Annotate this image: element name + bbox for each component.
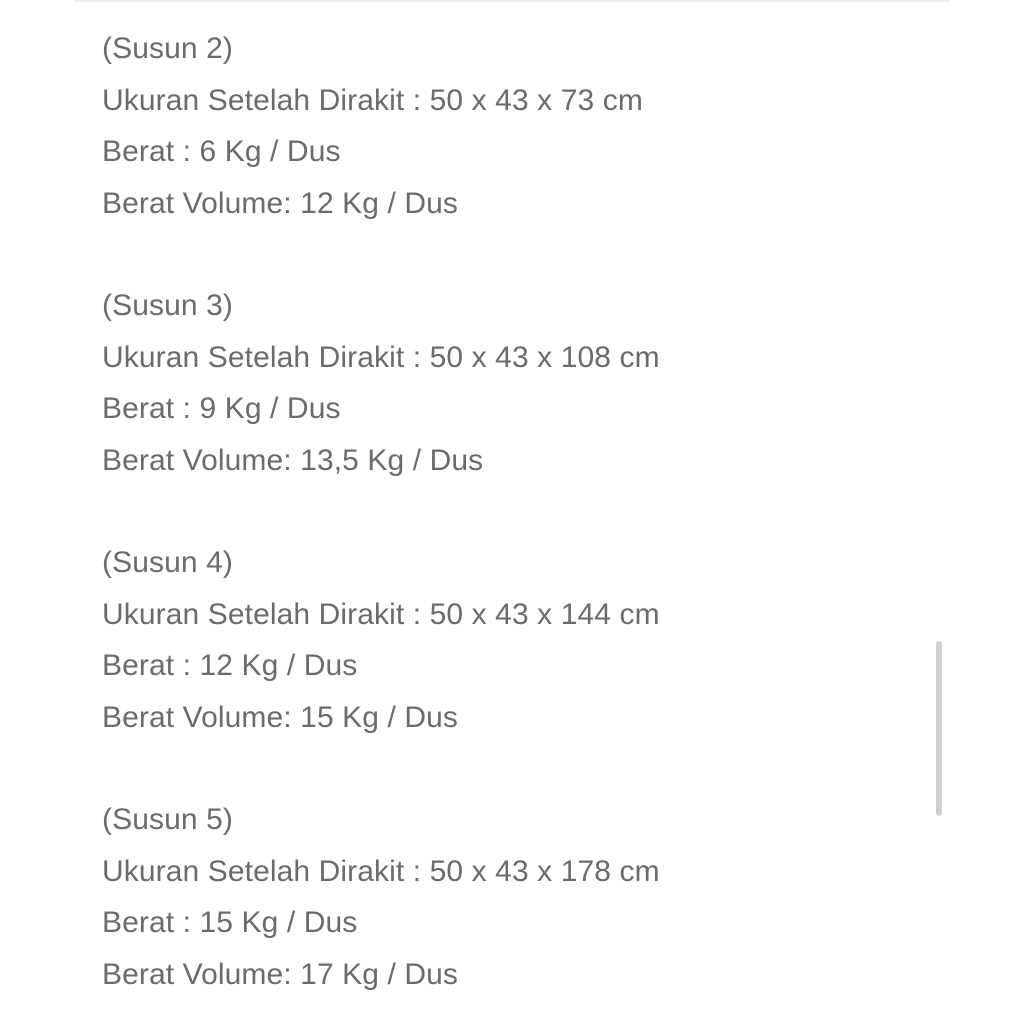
spec-group-susun-4 xyxy=(102,537,660,743)
description-text xyxy=(102,23,660,1000)
spec-weight: Berat : 9 Kg / Dus xyxy=(102,392,341,425)
vertical-scrollbar[interactable] xyxy=(936,641,942,816)
top-divider xyxy=(74,0,950,2)
spec-weight: Berat : 15 Kg / Dus xyxy=(102,906,358,939)
spec-group-susun-5 xyxy=(102,794,660,1000)
spec-size: Ukuran Setelah Dirakit : 50 x 43 x 73 cm xyxy=(102,83,643,117)
spec-size: Ukuran Setelah Dirakit : 50 x 43 x 108 cm xyxy=(102,340,660,374)
spec-volume-weight: Berat Volume: 17 Kg / Dus xyxy=(102,957,459,991)
spec-weight: Berat : 6 Kg / Dus xyxy=(102,135,341,168)
spec-volume-weight: Berat Volume: 12 Kg / Dus xyxy=(102,186,459,220)
spec-volume-weight: Berat Volume: 15 Kg / Dus xyxy=(102,700,459,734)
spec-heading: (Susun 5) xyxy=(102,803,233,836)
spec-heading: (Susun 3) xyxy=(102,289,233,322)
spec-size: Ukuran Setelah Dirakit : 50 x 43 x 144 cm xyxy=(102,597,660,631)
spec-group-susun-2 xyxy=(102,23,660,229)
spec-weight: Berat : 12 Kg / Dus xyxy=(102,649,358,682)
spec-heading: (Susun 4) xyxy=(102,546,233,579)
spec-size: Ukuran Setelah Dirakit : 50 x 43 x 178 cm xyxy=(102,854,660,888)
spec-volume-weight: Berat Volume: 13,5 Kg / Dus xyxy=(102,443,484,477)
spec-heading: (Susun 2) xyxy=(102,32,233,65)
spec-group-susun-3 xyxy=(102,280,660,486)
